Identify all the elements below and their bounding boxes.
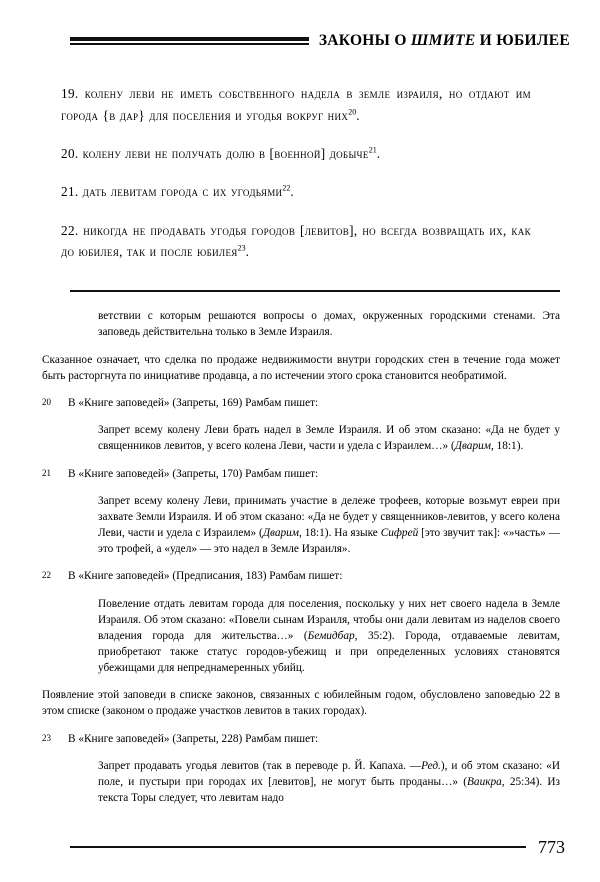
quote-part: , 35:2). Города, отдаваемые левитам, приобретают также статус городов-убежищ и при определенных условиях становятся убежищами для непреднамеренных убийц.: [98, 629, 560, 674]
footnote-number: 21: [42, 467, 51, 478]
law-text: 19. колену леви не иметь собственного надела в земле израиля, но отдают им города {в дар} для поселения и угодья вокруг них: [61, 86, 531, 123]
footnote-ref[interactable]: 22: [282, 183, 291, 193]
quote-part: , 25:34). Из текста Торы следует, что левитам надо: [98, 775, 560, 804]
quote-part: , 18:1).: [490, 440, 524, 453]
header-title-italic: ШМИТЕ: [410, 32, 476, 50]
page-footer: [70, 838, 565, 856]
quote-part: Запрет продавать угодья левитов (так в переводе р. Й. Капаха. —: [98, 759, 422, 772]
footnote-item-21: [42, 466, 560, 557]
quote-source-italic: Дварим: [262, 527, 299, 540]
footnote-intro: В «Книге заповедей» (Предписания, 183) Рамбам пишет:: [68, 570, 343, 583]
quote-part: Запрет всему колену Леви брать надел в Земле Израиля. И об этом сказано: «Да не будет у священников левитов, у всего колена Леви, части и удела с Израилем…» (: [98, 424, 560, 453]
footnote-section: [42, 297, 560, 817]
footnote-quote: [98, 422, 560, 454]
quote-source-italic: Сифрей: [380, 527, 419, 540]
header-title: [319, 33, 570, 49]
law-tail: .: [290, 184, 295, 200]
quote-part: Повеление отдать левитам города для поселения, поскольку у них нет своего надела в Земле Израиля. Об этом сказано: «Повели сынам Израиля, чтобы они дали левитам из наделов своего владения города для жительства…» (: [98, 597, 560, 642]
footnote-number: 23: [42, 732, 51, 743]
law-text: 21. дать левитам города с их угодьями: [61, 184, 283, 200]
footnote-quote: [98, 596, 560, 676]
running-header: [70, 28, 570, 54]
law-text: 20. колену леви не получать долю в [военной] добыче: [61, 145, 369, 161]
footnote-intro: В «Книге заповедей» (Запреты, 228) Рамбам пишет:: [68, 732, 319, 745]
footnote-separator-rule: [70, 290, 560, 292]
footer-rule: [70, 846, 526, 848]
quote-source-italic: Ваикра: [467, 775, 502, 788]
law-tail: .: [245, 244, 250, 260]
footnote-ref[interactable]: 21: [368, 145, 377, 155]
footnote-item-22: [42, 568, 560, 719]
footnote-quote: [98, 493, 560, 557]
footnote-number: 20: [42, 397, 51, 408]
footnote-ref[interactable]: 20: [348, 107, 357, 117]
footnote-quote: [98, 758, 560, 806]
header-title-part2: И ЮБИЛЕЕ: [475, 32, 570, 50]
law-item: [61, 181, 531, 202]
footnote-continuation: ветствии с которым решаются вопросы о домах, окруженных городскими стенами. Эта заповедь действительна только в Земле Израиля.: [98, 310, 560, 339]
header-ornament-rule: [70, 36, 309, 46]
law-item: [61, 143, 531, 164]
footnote-continuation-paragraph: Сказанное означает, что сделка по продаже недвижимости внутри городских стен в течение года может быть расторгнута по инициативе продавца, а по истечении этого срока становится необратимой.: [42, 353, 560, 382]
law-tail: .: [356, 107, 360, 123]
law-tail: .: [376, 145, 381, 161]
footnote-ref[interactable]: 23: [237, 243, 246, 253]
quote-editor-note-italic: Ред.: [421, 759, 441, 772]
footnote-item-23: [42, 731, 560, 806]
quote-source-italic: Бемидбар: [307, 629, 355, 642]
quote-part: Запрет всему колену Леви, принимать участие в дележе трофеев, которые возьмут евреи при захвате Земли Израиля. И об этом сказано: «Да не будет у священников-левитов, у всего колена Леви, части и удела с Израилем» (: [98, 495, 560, 540]
footnote-intro: В «Книге заповедей» (Запреты, 170) Рамбам пишет:: [68, 467, 319, 480]
footnote-intro: В «Книге заповедей» (Запреты, 169) Рамбам пишет:: [68, 397, 319, 410]
law-statements: [61, 70, 531, 262]
law-item: [61, 220, 531, 263]
law-text: 22. никогда не продавать угодья городов [левитов], но всегда возвращать их, как до юбилея, так и после юбилея: [61, 222, 531, 260]
quote-part: , 18:1). На языке: [299, 527, 381, 540]
quote-part: ), и об этом сказано: «И поле, и пустыри при городах их [левитов], не могут быть проданы…» (: [98, 759, 560, 788]
footnote-extra-paragraph: Появление этой заповеди в списке законов, связанных с юбилейным годом, обусловлено заповедью 22 в этом списке (законом о продаже участков левитов в таких городах).: [42, 689, 560, 718]
quote-part: [это звучит так]: «»часть» — это трофей, а «удел» — это надел в Земле Израиля».: [98, 527, 560, 556]
law-item: [61, 83, 531, 126]
header-title-part1: ЗАКОНЫ О: [318, 32, 411, 50]
footnote-number: 22: [42, 570, 51, 581]
quote-source-italic: Дварим: [454, 440, 491, 453]
footnote-item-20: [42, 395, 560, 454]
page-number: 773: [538, 837, 565, 857]
